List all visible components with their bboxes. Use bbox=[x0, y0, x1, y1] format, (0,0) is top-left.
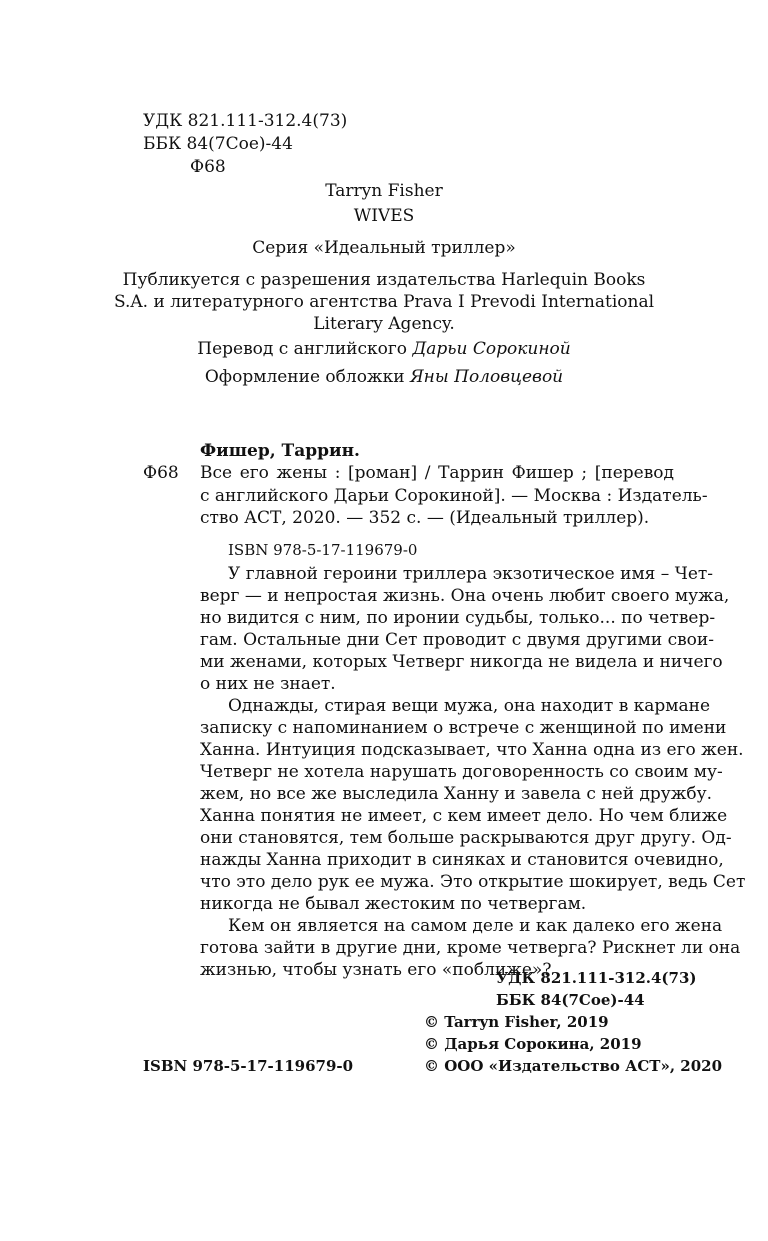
annotation-p3-line-3: жизнью, чтобы узнать его «поближе»? bbox=[200, 960, 552, 980]
annotation-p3-line-1: Кем он является на самом деле и как далеко его жена bbox=[228, 916, 723, 936]
annotation-p1-line-6: о них не знает. bbox=[200, 674, 336, 694]
annotation-p2-line-7: они становятся, тем больше раскрываются друг другу. Од- bbox=[200, 828, 732, 848]
annotation-p1-line-2: верг — и непростая жизнь. Она очень любит своего мужа, bbox=[200, 586, 730, 606]
translation-label: Перевод с английского bbox=[197, 339, 408, 359]
isbn-bottom: ISBN 978-5-17-119679-0 bbox=[143, 1057, 354, 1075]
record-line-3: ство АСТ, 2020. — 352 с. — (Идеальный триллер). bbox=[200, 508, 650, 528]
cover-credit bbox=[0, 366, 768, 388]
annotation-p2-line-4: Четверг не хотела нарушать договоренность со своим му- bbox=[200, 762, 723, 782]
cover-label: Оформление обложки bbox=[204, 367, 405, 387]
record-line-2: с английского Дарьи Сорокиной]. — Москва : Издатель- bbox=[200, 486, 708, 506]
annotation-p1-line-1: У главной героини триллера экзотическое имя – Чет- bbox=[228, 564, 714, 584]
record-line-1: Все его жены : [роман] / Таррин Фишер ; [перевод bbox=[200, 463, 674, 483]
copyright-line-3: © ООО «Издательство АСТ», 2020 bbox=[424, 1057, 723, 1075]
footer-udk: УДК 821.111-312.4(73) bbox=[496, 969, 697, 987]
rights-line-1: Публикуется с разрешения издательства Harlequin Books bbox=[122, 270, 646, 290]
bbk-code: ББК 84(7Сое)-44 bbox=[143, 134, 293, 154]
annotation-p3-line-2: готова зайти в другие дни, кроме четверга? Рискнет ли она bbox=[200, 938, 741, 958]
footer-bbk: ББК 84(7Сое)-44 bbox=[496, 991, 645, 1009]
annotation-p1-line-3: но видится с ним, по иронии судьбы, только... по четвер- bbox=[200, 608, 716, 628]
annotation-p1-line-5: ми женами, которых Четверг никогда не видела и ничего bbox=[200, 652, 723, 672]
annotation-p2-line-5: жем, но все же выследила Ханну и завела с ней дружбу. bbox=[200, 784, 713, 804]
copyright-line-2: © Дарья Сорокина, 2019 bbox=[424, 1035, 642, 1053]
annotation-p2-line-10: никогда не бывал жестоким по четвергам. bbox=[200, 894, 587, 914]
rights-line-3: Literary Agency. bbox=[313, 314, 455, 334]
copyright-line-1: © Tarryn Fisher, 2019 bbox=[424, 1013, 609, 1031]
annotation-p2-line-3: Ханна. Интуиция подсказывает, что Ханна одна из его жен. bbox=[200, 740, 744, 760]
annotation-p2-line-6: Ханна понятия не имеет, с кем имеет дело. Но чем ближе bbox=[200, 806, 728, 826]
record-isbn: ISBN 978-5-17-119679-0 bbox=[228, 541, 418, 559]
annotation-p1-line-4: гам. Остальные дни Сет проводит с двумя другими свои- bbox=[200, 630, 714, 650]
translation-credit bbox=[0, 338, 768, 360]
annotation-p2-line-9: что это дело рук ее мужа. Это открытие шокирует, ведь Сет bbox=[200, 872, 746, 892]
cover-designer-name: Яны Половцевой bbox=[409, 367, 564, 387]
record-author-mark: Ф68 bbox=[143, 463, 179, 483]
author-mark: Ф68 bbox=[190, 157, 226, 177]
annotation-p2-line-8: нажды Ханна приходит в синяках и становится очевидно, bbox=[200, 850, 724, 870]
translator-name: Дарьи Сорокиной bbox=[412, 339, 571, 359]
series-line: Серия «Идеальный триллер» bbox=[252, 238, 516, 258]
annotation-p2-line-2: записку с напоминанием о встрече с женщиной по имени bbox=[200, 718, 727, 738]
original-author: Tarryn Fisher bbox=[325, 181, 443, 201]
original-title: WIVES bbox=[353, 206, 415, 226]
annotation-p2-line-1: Однажды, стирая вещи мужа, она находит в кармане bbox=[228, 696, 711, 716]
rights-line-2: S.A. и литературного агентства Prava I Prevodi International bbox=[113, 292, 655, 312]
record-heading: Фишер, Таррин. bbox=[200, 441, 360, 461]
udk-code: УДК 821.111-312.4(73) bbox=[143, 111, 348, 131]
